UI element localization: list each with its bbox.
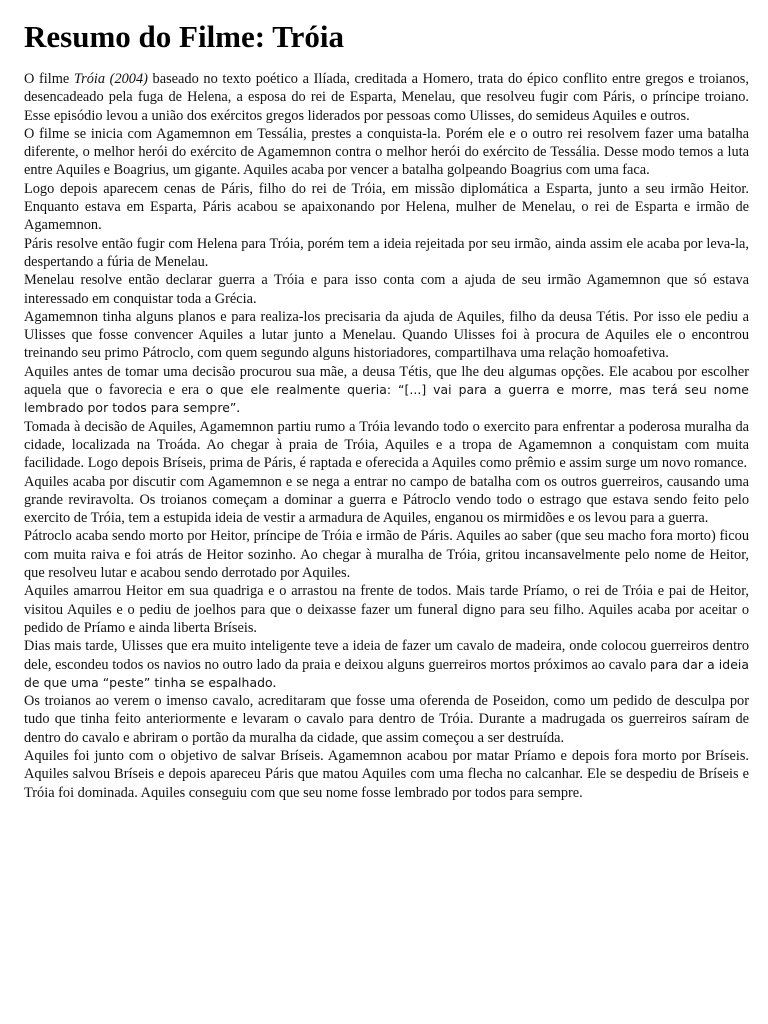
paragraph: Aquiles amarrou Heitor em sua quadriga e o arrastou na frente de todos. Mais tarde Príamo, o rei de Tróia e pai de Heitor, visitou Aquiles e o pediu de joelhos para que o deixasse fazer um funeral digno para seu filho. Aquiles acaba por aceitar o pedido de Príamo e ainda liberta Bríseis. (24, 583, 749, 636)
paragraph: Os troianos ao verem o imenso cavalo, acreditaram que fosse uma oferenda de Poseidon, como um pedido de desculpa por tudo que tinha feito anteriormente e levaram o cavalo para dentro de Tróia. Durante a madrugada os guerreiros saíram de dentro do cavalo e abriram o portão da muralha da cidade, que assim começou a ser destruída. (24, 693, 749, 746)
paragraph: Tomada à decisão de Aquiles, Agamemnon partiu rumo a Tróia levando todo o exercito para enfrentar a poderosa muralha da cidade, localizada na Troáda. Ao chegar à praia de Tróia, Aquiles e a tropa de Agamemnon a conquistam com muita facilidade. Logo depois Bríseis, prima de Páris, é raptada e oferecida a Aquiles como prêmio e assim surge um novo romance. (24, 418, 749, 472)
page-title: Resumo do Filme: Tróia (24, 19, 345, 54)
film-title: Tróia (2004) (73, 71, 148, 87)
paragraph-quote (24, 363, 749, 418)
paragraph-text: . (272, 674, 277, 691)
paragraph: Páris resolve então fugir com Helena para Tróia, porém tem a ideia rejeitada por seu irmão, ainda assim ele acaba por leva-la, despertando a fúria de Menelau. (24, 235, 749, 270)
paragraph-text: Dias mais tarde, Ulisses que era muito inteligente teve a ideia de fazer um cavalo de madeira, onde colocou guerreiros dentro dele, escondeu todos os navios no outro lado da praia e deixou alguns guerreiros mortos próximos ao cavalo (24, 638, 749, 673)
quoted-text: o que ele realmente queria: “[...] vai para a guerra e morre, mas terá seu nome lembrado por todos para sempre” (24, 382, 749, 416)
paragraph: Aquiles acaba por discutir com Agamemnon e se nega a entrar no campo de batalha com os outros guerreiros, causando uma grande reviravolta. Os troianos começam a dominar a guerra e Pátroclo vendo todo o estrago que estava sendo feito pelo exercito de Tróia, tem a estupida ideia de vestir a armadura de Aquiles, enganou os mirmidões e os levou para a guerra. (24, 473, 749, 527)
paragraph-text: . (236, 400, 240, 417)
paragraph: Agamemnon tinha alguns planos e para realiza-los precisaria da ajuda de Aquiles, filho da deusa Tétis. Por isso ele pediu a Ulisses que fosse convencer Aquiles a lutar junto a Menelau. Quando Ulisses foi à procura de Aquiles ele o encontrou treinando seu primo Pátroclo, com quem segundo alguns historiadores, compartilhava uma relação homoafetiva. (24, 308, 749, 362)
paragraph-text: Aquiles antes de tomar uma decisão procurou sua mãe, a deusa Tétis, que lhe deu algumas opções. Ele acabou por escolher aquela que o favorecia e era (24, 363, 749, 399)
quoted-text: para dar a ideia de que uma “peste” tinha se espalhado (24, 656, 750, 690)
paragraph-text: O filme (24, 71, 74, 87)
paragraph-text: baseado no texto poético a Ilíada, creditada a Homero, trata do épico conflito entre gregos e troianos, desencadeado pela fuga de Helena, a esposa do rei de Esparta, Menelau, que resolveu fugir com Páris, o príncipe troiano. Esse episódio levou a união dos exércitos gregos liderados por pessoas como Ulisses, do semideus Aquiles e outros. (24, 71, 749, 124)
article-body (24, 70, 749, 802)
paragraph: O filme se inicia com Agamemnon em Tessália, prestes a conquista-la. Porém ele e o outro rei resolvem fazer uma batalha diferente, o melhor herói do exército de Agamemnon contra o melhor herói do exército de Tessália. Desse modo temos a luta entre Aquiles e Boagrius, um gigante. Aquiles acaba por vencer a batalha golpeando Boagrius com uma faca. (24, 125, 749, 179)
paragraph-intro (24, 70, 749, 125)
document-page (24, 18, 749, 802)
paragraph: Pátroclo acaba sendo morto por Heitor, príncipe de Tróia e irmão de Páris. Aquiles ao saber (que seu macho fora morto) ficou com muita raiva e foi atrás de Heitor sozinho. Ao chegar à muralha de Tróia, gritou incansavelmente pelo nome de Heitor, que resolveu lutar e acabou sendo derrotado por Aquiles. (24, 528, 749, 582)
paragraph: Logo depois aparecem cenas de Páris, filho do rei de Tróia, em missão diplomática a Esparta, junto a seu irmão Heitor. Enquanto estava em Esparta, Páris acabou se apaixonando por Helena, mulher de Menelau, o rei de Esparta e irmão de Agamemnon. (24, 180, 749, 234)
paragraph: Menelau resolve então declarar guerra a Tróia e para isso conta com a ajuda de seu irmão Agamemnon que só estava interessado em conquistar toda a Grécia. (24, 272, 749, 307)
paragraph-horse (24, 637, 749, 692)
paragraph: Aquiles foi junto com o objetivo de salvar Bríseis. Agamemnon acabou por matar Príamo e depois fora morto por Bríseis. Aquiles salvou Bríseis e depois apareceu Páris que matou Aquiles com uma flecha no calcanhar. Ele se despediu de Bríseis e Tróia foi dominada. Aquiles conseguiu com que seu nome fosse lembrado por todos para sempre. (24, 747, 749, 801)
